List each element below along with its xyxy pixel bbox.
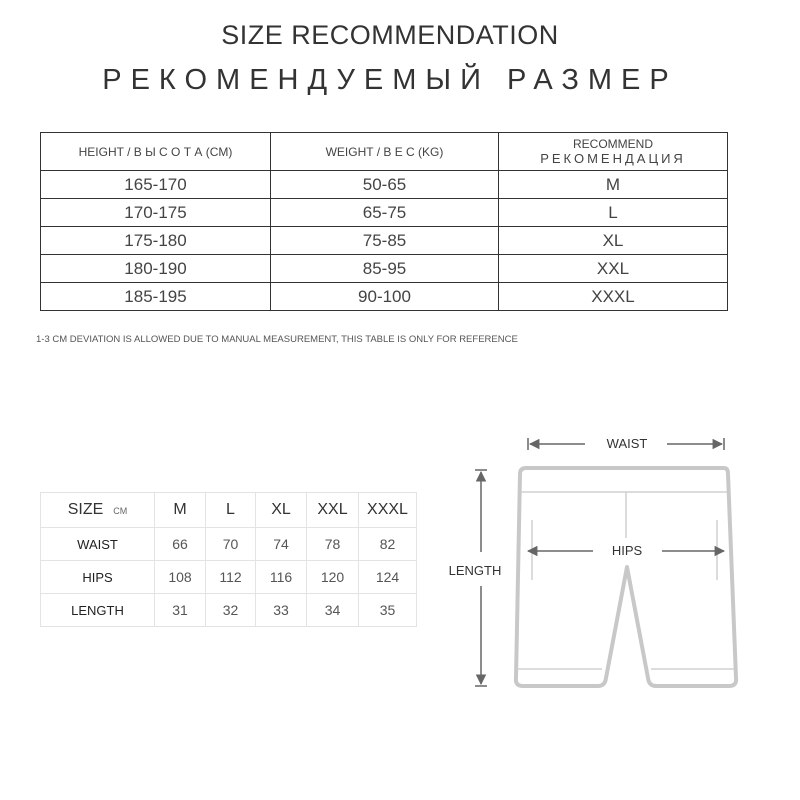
header-recommend-en: RECOMMEND: [573, 137, 653, 151]
row-label: HIPS: [41, 561, 155, 594]
measurement-cell: 66: [155, 528, 206, 561]
header-height: HEIGHT / В Ы С О Т А (CM): [41, 133, 271, 171]
cell-weight: 75-85: [271, 227, 499, 255]
header-weight: WEIGHT / В Е С (KG): [271, 133, 499, 171]
cell-size: XXXL: [499, 283, 728, 311]
size-header-xxxl: XXXL: [359, 493, 417, 528]
measurement-cell: 124: [359, 561, 417, 594]
measurement-note: 1-3 CM DEVIATION IS ALLOWED DUE TO MANUAL MEASUREMENT, THIS TABLE IS ONLY FOR REFERENCE: [36, 334, 518, 345]
table-row: [41, 171, 728, 199]
table-row: [41, 227, 728, 255]
measurement-cell: 78: [307, 528, 359, 561]
hips-label: HIPS: [611, 543, 643, 558]
size-recommendation-table: [40, 132, 728, 311]
size-label-cell: [41, 493, 155, 528]
cell-weight: 90-100: [271, 283, 499, 311]
measurement-cell: 120: [307, 561, 359, 594]
table-row: [41, 594, 417, 627]
row-label: WAIST: [41, 528, 155, 561]
cell-height: 175-180: [41, 227, 271, 255]
length-label: LENGTH: [448, 563, 502, 578]
measurement-cell: 70: [206, 528, 256, 561]
measurement-cell: 116: [256, 561, 307, 594]
waist-label: WAIST: [606, 436, 648, 451]
size-header-xl: XL: [256, 493, 307, 528]
measurement-cell: 82: [359, 528, 417, 561]
table-row: [41, 561, 417, 594]
size-header-xxl: XXL: [307, 493, 359, 528]
measurement-cell: 74: [256, 528, 307, 561]
cell-size: XXL: [499, 255, 728, 283]
cell-weight: 85-95: [271, 255, 499, 283]
cell-size: L: [499, 199, 728, 227]
table-row: [41, 199, 728, 227]
header-recommend-ru: РЕКОМЕНДАЦИЯ: [540, 151, 686, 166]
cell-size: M: [499, 171, 728, 199]
title-english: SIZE RECOMMENDATION: [221, 20, 559, 50]
size-header-row: [41, 493, 417, 528]
size-label: SIZE: [67, 501, 104, 518]
measurement-cell: 31: [155, 594, 206, 627]
size-header-l: L: [206, 493, 256, 528]
shorts-diagram: [440, 420, 760, 720]
cell-height: 180-190: [41, 255, 271, 283]
cell-height: 165-170: [41, 171, 271, 199]
measurement-cell: 112: [206, 561, 256, 594]
header-recommend: [499, 133, 728, 171]
cell-weight: 65-75: [271, 199, 499, 227]
cell-height: 170-175: [41, 199, 271, 227]
cell-size: XL: [499, 227, 728, 255]
table-row: [41, 283, 728, 311]
measurement-cell: 33: [256, 594, 307, 627]
cell-weight: 50-65: [271, 171, 499, 199]
table-row: [41, 255, 728, 283]
measurement-cell: 34: [307, 594, 359, 627]
measurement-cell: 35: [359, 594, 417, 627]
title-russian: РЕКОМЕНДУЕМЫЙ РАЗМЕР: [102, 64, 678, 96]
size-unit: CM: [113, 506, 128, 516]
size-measurement-table: [40, 492, 417, 627]
measurement-cell: 108: [155, 561, 206, 594]
size-header-m: M: [155, 493, 206, 528]
recommendation-header-row: [41, 133, 728, 171]
measurement-cell: 32: [206, 594, 256, 627]
table-row: [41, 528, 417, 561]
row-label: LENGTH: [41, 594, 155, 627]
cell-height: 185-195: [41, 283, 271, 311]
